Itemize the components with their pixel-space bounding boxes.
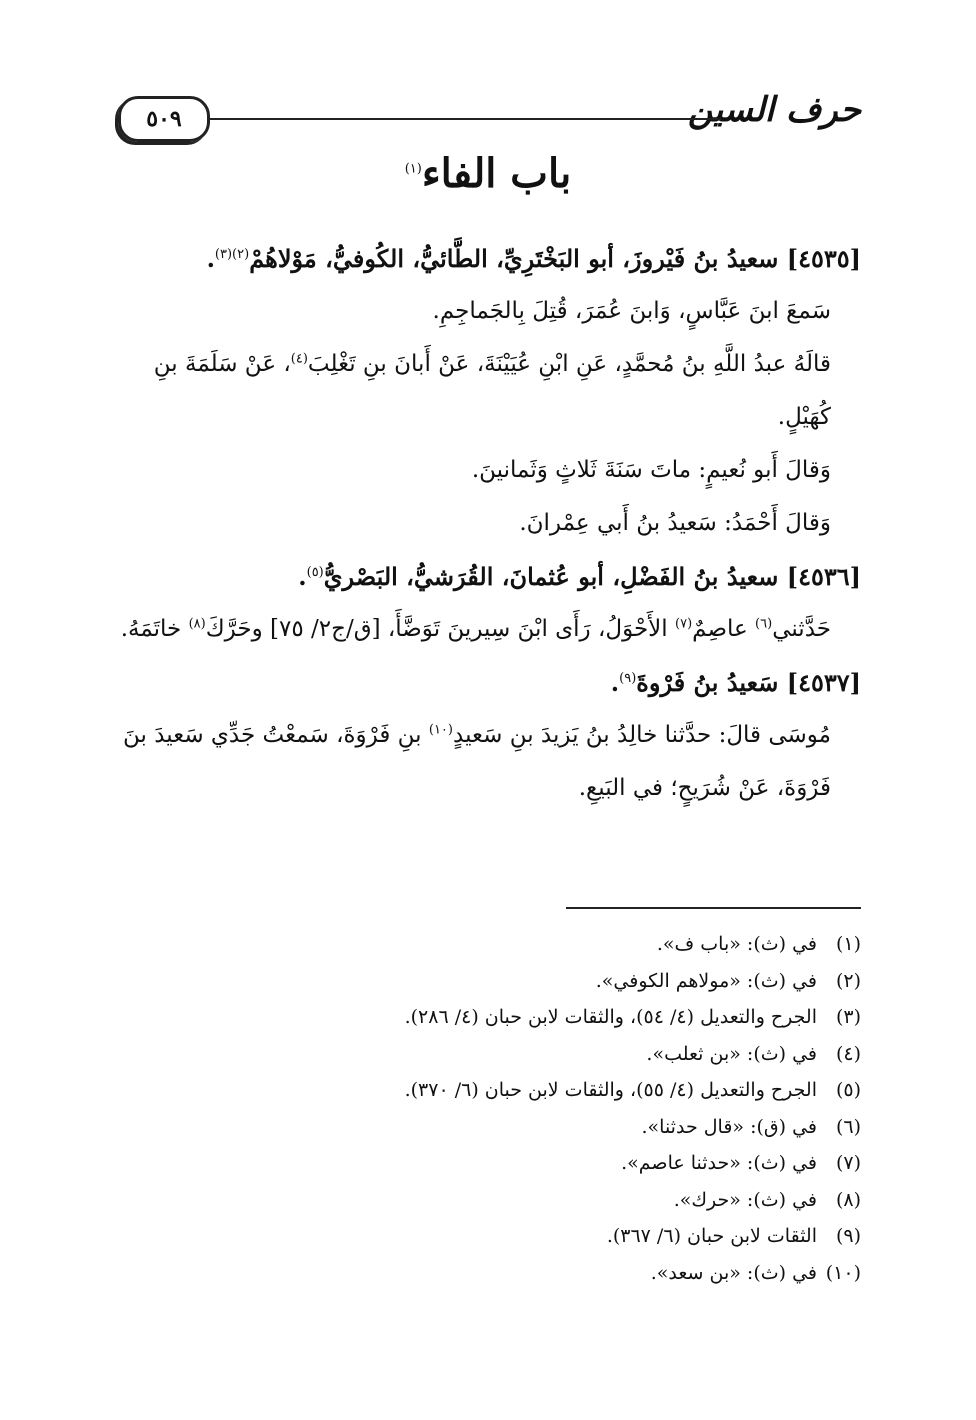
body-text: مُوسَى قالَ: حدَّثنا خالِدُ بنُ يَزيدَ بنِ سَعيدٍ bbox=[453, 722, 831, 748]
footnote-item bbox=[118, 926, 861, 963]
footnote-ref: (٥) bbox=[306, 565, 324, 580]
heading-end: . bbox=[610, 668, 620, 697]
body-line: سَمعَ ابنَ عَبَّاسٍ، وَابنَ عُمَرَ، قُتِلَ بِالجَماجِمِ. bbox=[432, 298, 831, 324]
header-rule bbox=[210, 118, 721, 120]
chapter-title-text: باب الفاء bbox=[421, 150, 572, 197]
chapter-title bbox=[0, 150, 976, 197]
body-paragraph bbox=[118, 338, 861, 444]
footnote-text: في (ث): «حرك». bbox=[673, 1188, 817, 1211]
footnote-text: في (ق): «قال حدثنا». bbox=[641, 1115, 817, 1138]
footnote-number: (٣) bbox=[835, 1006, 861, 1028]
footnote-ref: (١) bbox=[404, 161, 422, 177]
footnote-item bbox=[118, 1255, 861, 1292]
body-text: الأَحْوَلُ، رَأَى ابْنَ سِيرينَ تَوَضَّأَ، [ق/ج٢/ ٧٥] وحَرَّكَ bbox=[205, 616, 676, 642]
page-number-badge bbox=[118, 96, 210, 142]
footnote-ref: (٩) bbox=[619, 671, 637, 686]
footnote-item bbox=[118, 1036, 861, 1073]
footnote-number: (٧) bbox=[835, 1152, 861, 1174]
footnote-ref: (١٠) bbox=[428, 722, 453, 738]
heading-end: . bbox=[206, 244, 215, 273]
running-title: حرف السين bbox=[687, 90, 861, 130]
footnote-item bbox=[118, 1182, 861, 1219]
footnote-text: الجرح والتعديل (٤/ ٥٥)، والثقات لابن حبان (٦/ ٣٧٠). bbox=[404, 1079, 817, 1101]
footnote-text: في (ث): «مولاهم الكوفي». bbox=[595, 969, 817, 992]
footnote-ref: (٦) bbox=[755, 616, 773, 632]
footnote-ref: (٨) bbox=[188, 616, 206, 632]
page-header bbox=[118, 82, 861, 142]
entry-heading-text: [٤٥٣٧] سَعيدُ بنُ فَرْوةَ bbox=[636, 668, 861, 697]
footnotes bbox=[118, 926, 861, 1291]
footnote-ref: (٤) bbox=[290, 351, 308, 367]
main-text bbox=[118, 232, 861, 815]
footnote-text: في (ث): «بن سعد». bbox=[650, 1261, 817, 1284]
entry-heading-4535 bbox=[118, 232, 861, 285]
entry-heading-text: [٤٥٣٦] سعيدُ بنُ الفَضْلِ، أبو عُثمانَ، القُرَشيُّ، البَصْريُّ bbox=[323, 562, 861, 591]
body-line: وَقالَ أَبو نُعيمٍ: ماتَ سَنَةَ ثَلاثٍ وَثَمانينَ. bbox=[471, 457, 831, 483]
page-number: ٥٠٩ bbox=[146, 106, 182, 132]
footnote-number: (٨) bbox=[835, 1188, 861, 1211]
footnote-item bbox=[118, 1109, 861, 1146]
footnote-separator bbox=[566, 907, 861, 909]
heading-end: . bbox=[298, 562, 307, 591]
footnote-item bbox=[118, 1218, 861, 1255]
body-text: بنِ فَرْوَةَ، سَمعْتُ جَدِّي سَعيدَ بنَ فَرْوَةَ، عَنْ شُرَيحٍ؛ في البَيعِ. bbox=[123, 722, 831, 801]
footnote-item bbox=[118, 1072, 861, 1109]
footnote-text: في (ث): «باب ف». bbox=[656, 933, 817, 955]
footnote-number: (٦) bbox=[835, 1115, 861, 1138]
footnote-text: في (ث): «حدثنا عاصم». bbox=[621, 1152, 817, 1174]
body-text: ، عَنْ سَلَمَةَ بنِ كُهَيْلٍ. bbox=[153, 351, 831, 430]
footnote-number: (٢) bbox=[835, 969, 861, 992]
footnote-ref: (٧) bbox=[675, 616, 693, 632]
entry-heading-text: [٤٥٣٥] سعيدُ بنُ فَيْروزَ، أبو البَخْتَرِيِّ، الطَّائيُّ، الكُوفيُّ، مَوْلاهُمْ bbox=[249, 244, 861, 273]
entry-heading-4537 bbox=[118, 656, 861, 709]
footnote-item bbox=[118, 963, 861, 1000]
footnote-item bbox=[118, 999, 861, 1036]
entry-heading-4536 bbox=[118, 550, 861, 603]
body-text: عاصِمٌ bbox=[692, 616, 756, 642]
footnote-number: (٩) bbox=[835, 1225, 861, 1247]
footnote-number: (٤) bbox=[835, 1042, 861, 1065]
footnote-item bbox=[118, 1145, 861, 1182]
body-paragraph bbox=[118, 603, 861, 656]
body-text: قالَهُ عبدُ اللَّهِ بنُ مُحمَّدٍ، عَنِ ابْنِ عُيَيْنَةَ، عَنْ أَبانَ بنِ تَغْلِبَ bbox=[307, 351, 831, 377]
footnote-ref: (٢)(٣) bbox=[214, 247, 250, 262]
footnote-text: في (ث): «بن ثعلب». bbox=[646, 1042, 817, 1065]
footnote-text: الثقات لابن حبان (٦/ ٣٦٧). bbox=[606, 1225, 817, 1247]
footnote-number: (١٠) bbox=[825, 1261, 861, 1284]
footnote-number: (٥) bbox=[835, 1079, 861, 1101]
footnote-number: (١) bbox=[835, 933, 861, 955]
footnote-text: الجرح والتعديل (٤/ ٥٤)، والثقات لابن حبان (٤/ ٢٨٦). bbox=[404, 1006, 817, 1028]
body-paragraph bbox=[118, 709, 861, 815]
body-text: خاتَمَهُ. bbox=[120, 616, 189, 642]
body-line: وَقالَ أَحْمَدُ: سَعيدُ بنُ أَبي عِمْرانَ. bbox=[519, 510, 831, 536]
body-text: حَدَّثني bbox=[772, 616, 831, 642]
